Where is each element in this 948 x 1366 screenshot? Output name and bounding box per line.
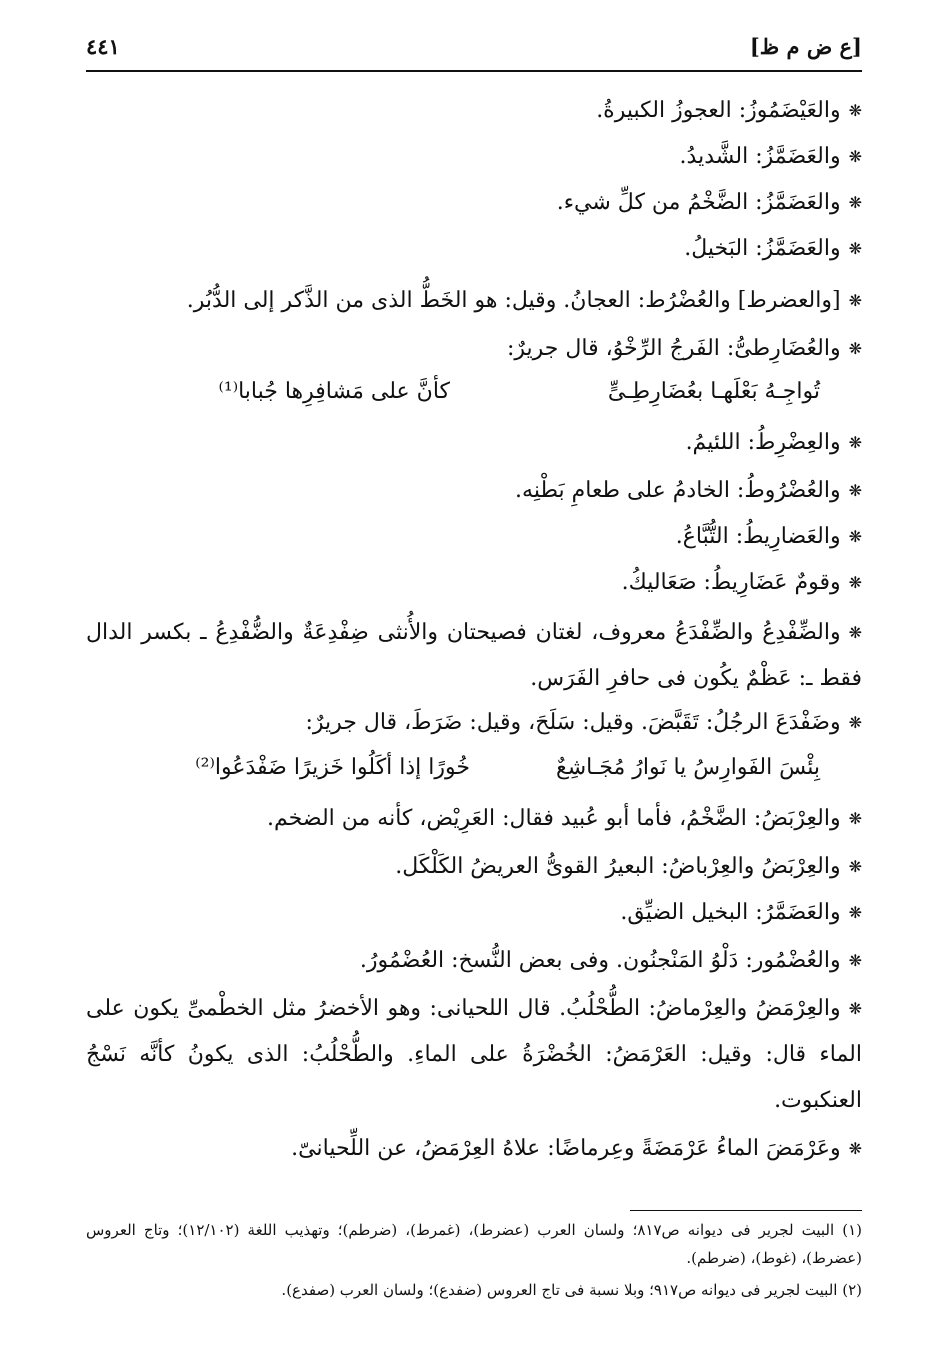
entry-qawm-adarit xyxy=(622,560,862,606)
entry-armada xyxy=(291,1126,862,1172)
entry-marker-icon: ❋ xyxy=(848,573,862,592)
header-rule xyxy=(86,70,862,72)
entry-marker-icon: ❋ xyxy=(848,1139,862,1158)
entry-text: والعِرْمَضُ والعِرْماضُ: الطُّحْلُبُ. قال اللحيانى: وهو الأخضرُ مثل الخطْمىِّ يكون على الماء قال: وقيل: العَرْمَضُ: الخُضْرَةُ على الماءِ. والطُّحْلُبُ: الذى يكونُ كأنَّه نَسْجُ العنكبوت. xyxy=(86,996,862,1113)
entry-text: والعِرْبَضُ والعِرْباضُ: البعيرُ القوىُّ العريضُ الكَلْكَل. xyxy=(395,854,841,879)
entry-marker-icon: ❋ xyxy=(848,857,862,876)
entry-irbad-irbad xyxy=(395,844,862,890)
entry-marker-icon: ❋ xyxy=(848,481,862,500)
entry-text: والعَضَمَّزُ: الضَّخْمُ من كلِّ شيء. xyxy=(556,190,841,215)
footnote-1: (١) البيت لجرير فى ديوانه ص٨١٧؛ ولسان العرب (عضرط)، (غمرط)، (ضرطم)؛ وتهذيب اللغة (١٢/١٠٢)؛ وتاج العروس (عضرط)، (غوط)، (ضرطم). xyxy=(86,1221,863,1267)
entry-adarit xyxy=(676,514,862,560)
entry-text: وضَفْدَعَ الرجُلُ: تَقَبَّضَ. وقيل: سَلَحَ، وقيل: ضَرَطَ، قال جريرٌ: xyxy=(305,710,841,735)
entry-aydamuz xyxy=(596,88,862,134)
entry-adammar xyxy=(620,890,862,936)
entry-marker-icon: ❋ xyxy=(848,291,862,310)
entry-udmur xyxy=(360,938,862,984)
entry-text: والعُضَارِطىُّ: الفَرجُ الرِّخْوُ، قال جريرٌ: xyxy=(506,336,841,361)
entry-idrit xyxy=(686,420,862,466)
entry-marker-icon: ❋ xyxy=(848,951,862,970)
section-heading: [ع ض م ظ] xyxy=(749,34,862,59)
entry-udrut xyxy=(187,278,862,324)
entry-text: والعَضارِيطُ: التُّبَّاعُ. xyxy=(675,524,841,549)
verse-1-second-hemistich: كأنَّ على مَشافِرِها جُبابا⁽¹⁾ xyxy=(218,379,450,404)
verse-1-first-hemistich: تُواجِـهُ بَعْلَهـا بعُضَارِطِـىٍّ xyxy=(607,379,820,404)
entry-text: والعَضَمَّرُ: البخيل الضيِّق. xyxy=(620,900,841,925)
entry-adammaz-dakhm xyxy=(557,180,862,226)
entry-irbad xyxy=(267,796,862,842)
page-header xyxy=(86,34,862,70)
entry-marker-icon: ❋ xyxy=(848,713,862,732)
verse-2-first-hemistich: بِئْسَ الفَوارِسُ يا نَوارُ مُجَـاشِعٌ xyxy=(555,755,820,780)
page-number: ٤٤١ xyxy=(86,34,120,59)
entry-marker-icon: ❋ xyxy=(848,101,862,120)
entry-marker-icon: ❋ xyxy=(848,809,862,828)
entry-adammaz-shadid xyxy=(680,134,862,180)
entry-marker-icon: ❋ xyxy=(848,239,862,258)
entry-text: والعَيْضَمُوزُ: العجوزُ الكبيرةُ. xyxy=(596,98,841,123)
entry-marker-icon: ❋ xyxy=(848,433,862,452)
entry-text: والعِضْرِطُ: اللئيمُ. xyxy=(685,430,841,455)
entry-marker-icon: ❋ xyxy=(848,999,862,1018)
entry-text: وقومٌ عَضَارِيطُ: صَعَاليكُ. xyxy=(621,570,841,595)
footnote-2: (٢) البيت لجرير فى ديوانه ص٩١٧؛ وبلا نسبة فى تاج العروس (ضفدع)؛ ولسان العرب (صفدع). xyxy=(281,1281,862,1299)
entry-text: والعِرْبَضُ: الضَّخْمُ، فأما أبو عُبيد فقال: العَرِيْض، كأنه من الضخم. xyxy=(267,806,841,831)
entry-marker-icon: ❋ xyxy=(848,903,862,922)
entry-text: والعَضَمَّزُ: البَخيلُ. xyxy=(684,236,841,261)
entry-marker-icon: ❋ xyxy=(848,193,862,212)
entry-text: والعُضْمُور: دَلْوُ المَنْجنُون. وفى بعض النُّسخ: العُضْمُورُ. xyxy=(359,948,841,973)
footnote-rule xyxy=(630,1210,862,1211)
entry-irmad xyxy=(86,986,862,1124)
entry-text: والعُضْرُوطُ: الخادمُ على طعامِ بَطْنِه. xyxy=(515,478,841,503)
entry-marker-icon: ❋ xyxy=(848,339,862,358)
entry-marker-icon: ❋ xyxy=(848,147,862,166)
entry-text: وعَرْمَضَ الماءُ عَرْمَضَةً وعِرماضًا: علاهُ العِرْمَضُ، عن اللِّحيانىّ. xyxy=(291,1136,841,1161)
entry-udariti xyxy=(507,326,862,372)
entry-text: والعَضَمَّزُ: الشَّديدُ. xyxy=(679,144,841,169)
verse-2-second-hemistich: خُورًا إذا أكَلُوا خَزيرًا ضَفْدَعُوا⁽²⁾ xyxy=(195,755,470,780)
entry-text: [والعضرط] والعُضْرُط: العجانُ. وقيل: هو الخَطُّ الذى من الذَّكر إلى الدُّبُر. xyxy=(186,288,841,313)
entry-udrut-khadim xyxy=(515,468,862,514)
entry-dafda xyxy=(305,700,862,746)
entry-adammaz-bakhil xyxy=(684,226,862,272)
entry-marker-icon: ❋ xyxy=(848,623,862,642)
entry-text: والضِّفْدِعُ والضِّفْدَعُ معروف، لغتان فصيحتان والأُنثى ضِفْدِعَةٌ والضُّفْدِعُ ـ بكسر الدال فقط ـ: عَظْمٌ يكُون فى حافرِ الفَرَس. xyxy=(86,620,862,691)
entry-difdi xyxy=(86,610,862,702)
entry-marker-icon: ❋ xyxy=(848,527,862,546)
